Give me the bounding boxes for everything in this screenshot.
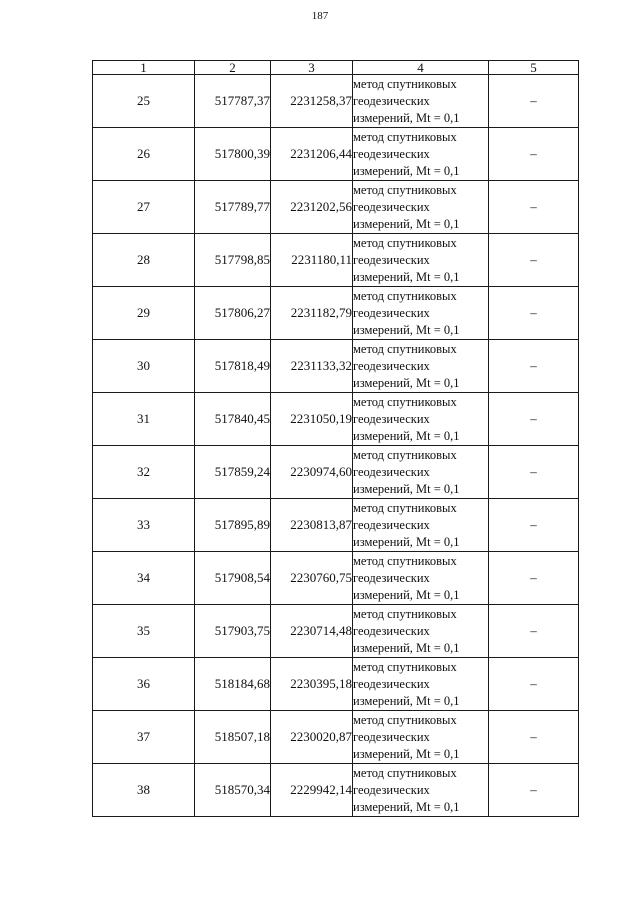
y-coordinate-cell: 2230760,75 [271,552,353,605]
point-number-cell: 30 [93,340,195,393]
method-cell [353,605,489,658]
method-line: измерений, Mt = 0,1 [353,640,460,655]
table-row [93,181,579,234]
method-cell [353,658,489,711]
method-line: измерений, Mt = 0,1 [353,375,460,390]
table-row [93,393,579,446]
point-number-cell: 33 [93,499,195,552]
method-line: геодезических [353,464,430,479]
column-5-cell: – [489,128,579,181]
method-cell [353,181,489,234]
method-cell [353,75,489,128]
y-coordinate-cell: 2231182,79 [271,287,353,340]
method-line: геодезических [353,252,430,267]
column-5-cell: – [489,340,579,393]
x-coordinate-cell: 517806,27 [195,287,271,340]
point-number-cell: 28 [93,234,195,287]
x-coordinate-cell: 517840,45 [195,393,271,446]
x-coordinate-cell: 517789,77 [195,181,271,234]
method-line: геодезических [353,676,430,691]
y-coordinate-cell: 2231180,11 [271,234,353,287]
point-number-cell: 35 [93,605,195,658]
method-line: геодезических [353,199,430,214]
method-line: метод спутниковых [353,76,457,91]
x-coordinate-cell: 518184,68 [195,658,271,711]
method-line: метод спутниковых [353,447,457,462]
table-row [93,446,579,499]
table-row [93,552,579,605]
y-coordinate-cell: 2230395,18 [271,658,353,711]
method-line: метод спутниковых [353,712,457,727]
column-5-cell: – [489,446,579,499]
method-line: измерений, Mt = 0,1 [353,746,460,761]
method-line: метод спутниковых [353,765,457,780]
table-row [93,234,579,287]
x-coordinate-cell: 517818,49 [195,340,271,393]
column-5-cell: – [489,764,579,817]
point-number-cell: 32 [93,446,195,499]
column-5-cell: – [489,711,579,764]
x-coordinate-cell: 517859,24 [195,446,271,499]
y-coordinate-cell: 2229942,14 [271,764,353,817]
y-coordinate-cell: 2231206,44 [271,128,353,181]
method-line: измерений, Mt = 0,1 [353,534,460,549]
method-line: измерений, Mt = 0,1 [353,110,460,125]
column-5-cell: – [489,287,579,340]
x-coordinate-cell: 517903,75 [195,605,271,658]
table-row [93,128,579,181]
method-cell [353,711,489,764]
y-coordinate-cell: 2230813,87 [271,499,353,552]
method-line: метод спутниковых [353,235,457,250]
x-coordinate-cell: 517895,89 [195,499,271,552]
point-number-cell: 29 [93,287,195,340]
x-coordinate-cell: 518507,18 [195,711,271,764]
header-col-3: 3 [271,61,353,75]
point-number-cell: 26 [93,128,195,181]
point-number-cell: 36 [93,658,195,711]
point-number-cell: 38 [93,764,195,817]
x-coordinate-cell: 517908,54 [195,552,271,605]
method-line: геодезических [353,93,430,108]
column-5-cell: – [489,605,579,658]
method-cell [353,499,489,552]
column-5-cell: – [489,658,579,711]
method-line: метод спутниковых [353,394,457,409]
x-coordinate-cell: 517798,85 [195,234,271,287]
header-col-5: 5 [489,61,579,75]
method-line: геодезических [353,623,430,638]
method-line: геодезических [353,146,430,161]
y-coordinate-cell: 2230974,60 [271,446,353,499]
table-row [93,658,579,711]
y-coordinate-cell: 2230714,48 [271,605,353,658]
column-5-cell: – [489,234,579,287]
method-line: геодезических [353,411,430,426]
method-line: измерений, Mt = 0,1 [353,322,460,337]
x-coordinate-cell: 517800,39 [195,128,271,181]
y-coordinate-cell: 2230020,87 [271,711,353,764]
y-coordinate-cell: 2231258,37 [271,75,353,128]
y-coordinate-cell: 2231202,56 [271,181,353,234]
table-header-row [93,61,579,75]
header-col-2: 2 [195,61,271,75]
method-cell [353,234,489,287]
method-line: измерений, Mt = 0,1 [353,693,460,708]
method-cell [353,340,489,393]
method-line: метод спутниковых [353,500,457,515]
point-number-cell: 31 [93,393,195,446]
method-line: метод спутниковых [353,606,457,621]
method-cell [353,446,489,499]
table-row [93,75,579,128]
header-col-1: 1 [93,61,195,75]
method-line: измерений, Mt = 0,1 [353,587,460,602]
method-line: измерений, Mt = 0,1 [353,428,460,443]
method-line: метод спутниковых [353,341,457,356]
table-row [93,764,579,817]
method-line: геодезических [353,358,430,373]
x-coordinate-cell: 518570,34 [195,764,271,817]
table-body [93,75,579,817]
method-line: геодезических [353,305,430,320]
method-line: измерений, Mt = 0,1 [353,163,460,178]
method-cell [353,764,489,817]
method-line: метод спутниковых [353,288,457,303]
point-number-cell: 37 [93,711,195,764]
coordinates-table [92,60,579,817]
point-number-cell: 25 [93,75,195,128]
column-5-cell: – [489,499,579,552]
table-row [93,499,579,552]
method-line: метод спутниковых [353,553,457,568]
method-line: метод спутниковых [353,182,457,197]
method-line: геодезических [353,570,430,585]
column-5-cell: – [489,393,579,446]
method-line: измерений, Mt = 0,1 [353,216,460,231]
point-number-cell: 34 [93,552,195,605]
point-number-cell: 27 [93,181,195,234]
method-line: метод спутниковых [353,129,457,144]
column-5-cell: – [489,552,579,605]
table-row [93,340,579,393]
table-row [93,287,579,340]
method-cell [353,287,489,340]
x-coordinate-cell: 517787,37 [195,75,271,128]
method-line: измерений, Mt = 0,1 [353,481,460,496]
y-coordinate-cell: 2231050,19 [271,393,353,446]
table-row [93,605,579,658]
method-line: измерений, Mt = 0,1 [353,269,460,284]
method-line: геодезических [353,517,430,532]
y-coordinate-cell: 2231133,32 [271,340,353,393]
method-line: метод спутниковых [353,659,457,674]
header-col-4: 4 [353,61,489,75]
method-line: измерений, Mt = 0,1 [353,799,460,814]
column-5-cell: – [489,75,579,128]
method-cell [353,128,489,181]
method-line: геодезических [353,782,430,797]
page-number: 187 [311,10,329,22]
table-row [93,711,579,764]
method-line: геодезических [353,729,430,744]
method-cell [353,393,489,446]
column-5-cell: – [489,181,579,234]
method-cell [353,552,489,605]
